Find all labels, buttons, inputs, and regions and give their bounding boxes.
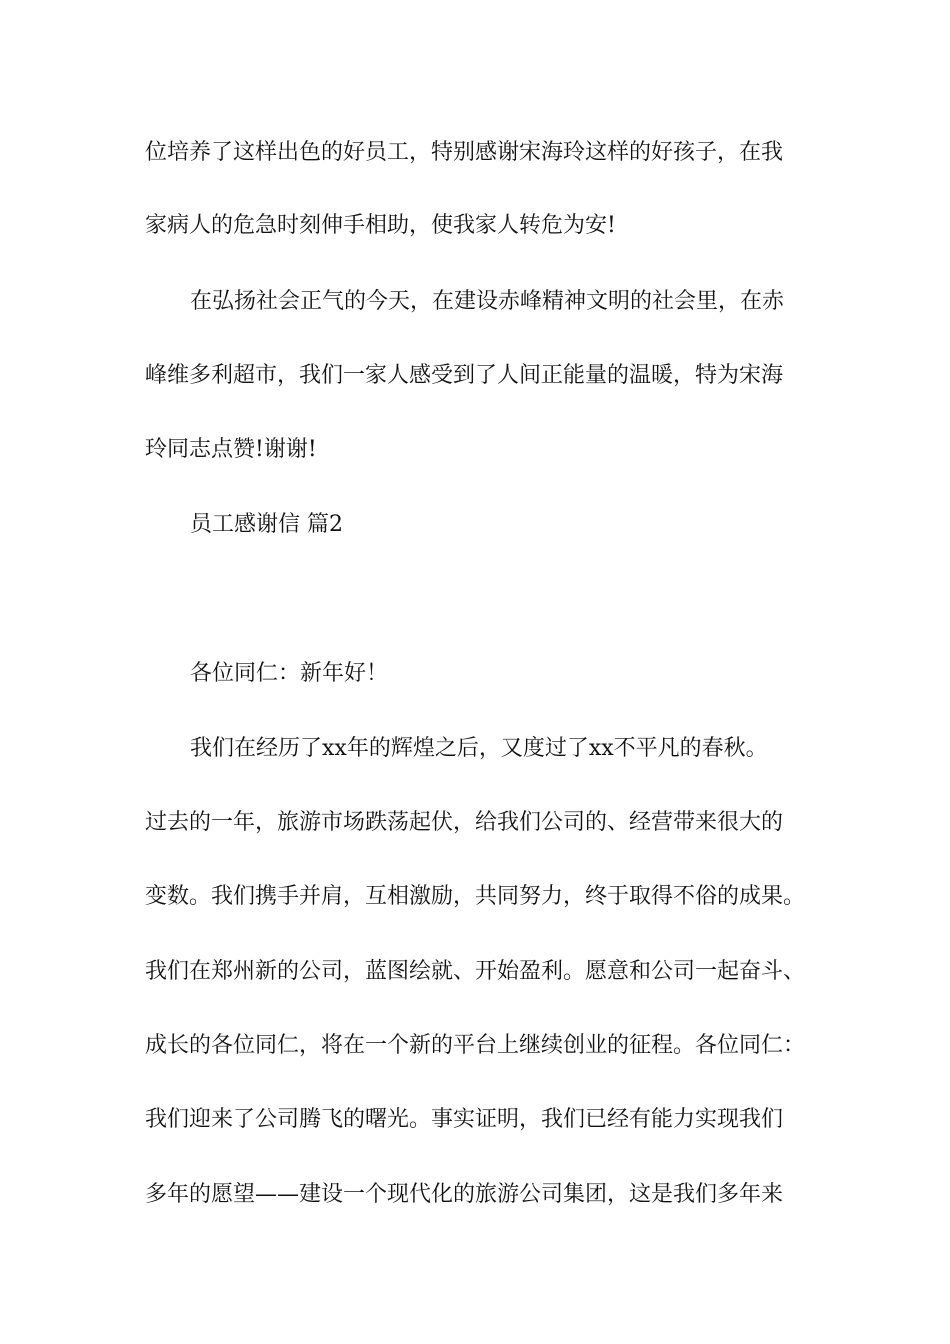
paragraph-first-line: 我们在经历了xx年的辉煌之后，又度过了xx不平凡的春秋。 bbox=[190, 736, 768, 761]
body-text-line: 峰维多利超市，我们一家人感受到了人间正能量的温暖，特为宋海 bbox=[145, 363, 784, 388]
salutation: 各位同仁：新年好！ bbox=[190, 661, 389, 686]
section-heading: 员工感谢信 篇2 bbox=[190, 512, 343, 537]
body-text-line: 过去的一年，旅游市场跌荡起伏，给我们公司的、经营带来很大的 bbox=[145, 810, 784, 835]
body-text-line: 我们在郑州新的公司，蓝图绘就、开始盈利。愿意和公司一起奋斗、 bbox=[145, 959, 806, 984]
body-text-line: 家病人的危急时刻伸手相助，使我家人转危为安! bbox=[145, 213, 616, 238]
body-text-line: 位培养了这样出色的好员工，特别感谢宋海玲这样的好孩子，在我 bbox=[145, 140, 784, 165]
paragraph-first-line: 在弘扬社会正气的今天，在建设赤峰精神文明的社会里，在赤 bbox=[190, 289, 785, 314]
body-text-line: 多年的愿望——建设一个现代化的旅游公司集团，这是我们多年来 bbox=[145, 1182, 784, 1207]
body-text-line: 变数。我们携手并肩，互相激励，共同努力，终于取得不俗的成果。 bbox=[145, 884, 806, 909]
body-text-line: 成长的各位同仁，将在一个新的平台上继续创业的征程。各位同仁： bbox=[145, 1033, 806, 1058]
body-text-line: 玲同志点赞!谢谢! bbox=[145, 437, 317, 462]
body-text-line: 我们迎来了公司腾飞的曙光。事实证明，我们已经有能力实现我们 bbox=[145, 1107, 784, 1132]
